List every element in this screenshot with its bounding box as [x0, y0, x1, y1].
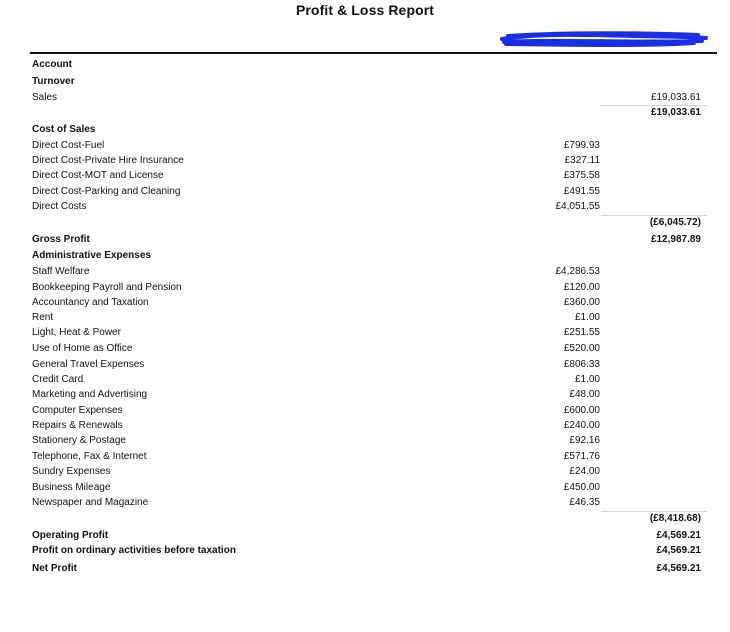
line-item-row: [0, 359, 730, 372]
line-label: Marketing and Advertising: [32, 389, 148, 400]
summary-row: [0, 545, 730, 558]
line-label: Telephone, Fax & Internet: [32, 451, 147, 462]
total-row: [0, 107, 730, 120]
report-title: Profit & Loss Report: [295, 2, 435, 18]
line-item-row: [0, 482, 730, 495]
line-amount: £24.00: [569, 466, 600, 477]
line-label: Direct Cost-MOT and License: [32, 170, 164, 181]
turnover-total: £19,033.61: [650, 107, 701, 118]
line-amount: £4,051.55: [555, 201, 600, 212]
line-amount: £600.00: [563, 405, 600, 416]
total-rule: [601, 511, 707, 512]
line-amount: £491.55: [563, 186, 600, 197]
total-rule: [601, 105, 707, 106]
line-item-row: [0, 374, 730, 387]
redaction-scribble: [498, 27, 710, 49]
operating-profit-value: £4,569.21: [656, 530, 701, 541]
total-row: [0, 513, 730, 526]
admin-expenses-total: (£8,418.68): [649, 513, 701, 524]
line-item-row: [0, 327, 730, 340]
profit-before-tax-label: Profit on ordinary activities before taxation: [32, 545, 236, 556]
line-label: Rent: [32, 312, 54, 323]
line-item-row: [0, 170, 730, 183]
line-amount: £806.33: [563, 359, 600, 370]
line-label: Bookkeeping Payroll and Pension: [32, 282, 182, 293]
line-label: Repairs & Renewals: [32, 420, 123, 431]
line-amount: £450.00: [563, 482, 600, 493]
summary-row: [0, 563, 730, 576]
section-header-row: [0, 124, 730, 137]
line-item-row: [0, 266, 730, 279]
line-item-row: [0, 312, 730, 325]
gross-profit-label: Gross Profit: [32, 234, 90, 245]
line-item-row: [0, 186, 730, 199]
line-amount: £92.16: [569, 435, 600, 446]
section-header-row: [0, 76, 730, 89]
line-amount: £48.00: [569, 389, 600, 400]
line-item-row: [0, 92, 730, 105]
header-rule: [30, 52, 717, 54]
profit-before-tax-value: £4,569.21: [656, 545, 701, 556]
line-amount: £520.00: [563, 343, 600, 354]
section-cost-of-sales: Cost of Sales: [32, 124, 96, 135]
total-row: [0, 217, 730, 230]
section-total: £19,033.61: [650, 92, 701, 103]
net-profit-label: Net Profit: [32, 563, 77, 574]
line-item-row: [0, 140, 730, 153]
line-label: Direct Cost-Private Hire Insurance: [32, 155, 184, 166]
line-item-row: [0, 466, 730, 479]
line-label: Staff Welfare: [32, 266, 90, 277]
gross-profit-value: £12,987.89: [650, 234, 701, 245]
line-amount: £46.35: [569, 497, 600, 508]
account-header-row: [0, 59, 730, 72]
line-label: Credit Card: [32, 374, 84, 385]
line-item-row: [0, 343, 730, 356]
line-amount: £251.55: [563, 327, 600, 338]
line-label: Use of Home as Office: [32, 343, 133, 354]
summary-row: [0, 530, 730, 543]
net-profit-value: £4,569.21: [656, 563, 701, 574]
line-amount: £375.58: [563, 170, 600, 181]
line-label: Direct Cost-Parking and Cleaning: [32, 186, 181, 197]
line-amount: £571.76: [563, 451, 600, 462]
operating-profit-label: Operating Profit: [32, 530, 109, 541]
section-header-row: [0, 250, 730, 263]
line-item-row: [0, 155, 730, 168]
line-item-row: [0, 389, 730, 402]
section-turnover: Turnover: [32, 76, 75, 87]
line-label: Accountancy and Taxation: [32, 297, 149, 308]
line-label: Newspaper and Magazine: [32, 497, 149, 508]
line-item-row: [0, 420, 730, 433]
line-amount: £1.00: [574, 374, 600, 385]
line-amount: £1.00: [574, 312, 600, 323]
summary-row: [0, 234, 730, 247]
line-item-row: [0, 451, 730, 464]
line-item-row: [0, 201, 730, 214]
line-item-row: [0, 497, 730, 510]
line-item-row: [0, 405, 730, 418]
line-amount: £4,286.53: [555, 266, 600, 277]
line-label: General Travel Expenses: [32, 359, 145, 370]
line-label: Sales: [32, 92, 58, 103]
line-item-row: [0, 297, 730, 310]
line-amount: £799.93: [563, 140, 600, 151]
section-admin-expenses: Administrative Expenses: [32, 250, 151, 261]
account-header: Account: [32, 59, 72, 70]
line-label: Light, Heat & Power: [32, 327, 121, 338]
line-label: Business Mileage: [32, 482, 111, 493]
line-item-row: [0, 435, 730, 448]
line-amount: £240.00: [563, 420, 600, 431]
line-label: Stationery & Postage: [32, 435, 126, 446]
line-amount: £120.00: [563, 282, 600, 293]
line-label: Direct Cost-Fuel: [32, 140, 105, 151]
line-label: Computer Expenses: [32, 405, 123, 416]
line-amount: £360.00: [563, 297, 600, 308]
cost-of-sales-total: (£6,045.72): [649, 217, 701, 228]
total-rule: [601, 215, 707, 216]
line-label: Direct Costs: [32, 201, 87, 212]
line-item-row: [0, 282, 730, 295]
line-amount: £327.11: [564, 155, 600, 166]
line-label: Sundry Expenses: [32, 466, 111, 477]
